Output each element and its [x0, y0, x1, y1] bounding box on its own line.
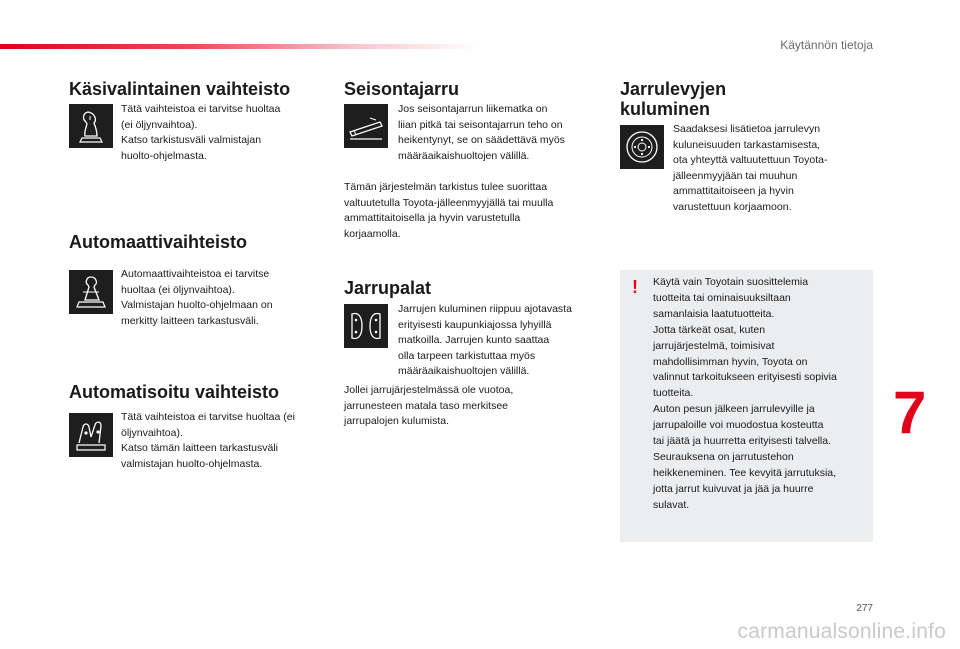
parking-brake-lever-icon — [344, 104, 388, 148]
brake-pads-icon — [344, 304, 388, 348]
header-accent-bar — [0, 44, 480, 49]
page-number: 277 — [856, 603, 873, 614]
brake-pads-title: Jarrupalat — [344, 278, 432, 298]
brake-discs-title — [620, 79, 726, 119]
brake-discs-text: Saadaksesi lisätietoa jarrulevyn kuluneisuuden tarkastamisesta, ota yhteyttä valtuutettuun Toyota- jälleenmyyjään tai muuhun ammattitaitoiseen ja hyvin varustettuun korjaamoon. — [673, 123, 828, 213]
brake-pads-text2: Jollei jarrujärjestelmässä ole vuotoa, jarrunesteen matala taso merkitsee jarrupalojen kulumista. — [344, 384, 514, 428]
brake-discs-title-line2: kuluminen — [620, 99, 711, 119]
brake-pads-text: Jarrujen kuluminen riippuu ajotavasta erityisesti kaupunkiajossa lyhyillä matkoilla. Jarrujen kunto saattaa olla tarpeen tarkistuttaa myös määräaikaishuoltojen välillä. — [398, 303, 572, 378]
section-title: Käytännön tietoja — [780, 38, 873, 52]
parking-brake-text2: Tämän järjestelmän tarkistus tulee suorittaa valtuutetulla Toyota-jälleenmyyjällä tai muulla ammattitaitoisella ja hyvin varustetulla korjaamolla. — [344, 181, 554, 240]
warning-text: Käytä vain Toyotain suosittelemia tuotteita tai ominaisuuksiltaan samanlaisia laatutuotteita. Jotta tärkeät osat, kuten jarrujärjestelmä, toimisivat mahdollisimman hyvin, Toyota on valinnut tarkoitukseen erityisesti sopivia tuotteita. Auton pesun jälkeen jarrulevyille ja jarrupaloille voi muodostua kosteutta tai jäätä ja huurretta erityisesti talvella. Seurauksena on jarrutustehon heikkeneminen. Tee kevyitä jarrutuksia, jotta jarrut kuivuvat ja jää ja huurre sulavat. — [653, 276, 837, 511]
automatic-gearbox-title: Automaattivaihteisto — [69, 232, 248, 252]
manual-gearbox-text: Tätä vaihteistoa ei tarvitse huoltaa (ei öljynvaihtoa). Katso tarkistusväli valmistajan huolto-ohjelmasta. — [121, 103, 281, 162]
watermark: carmanualsonline.info — [737, 620, 946, 643]
brake-discs-title-line1: Jarrulevyjen — [620, 79, 727, 99]
automated-gearbox-title: Automatisoitu vaihteisto — [69, 382, 280, 402]
brake-disc-icon — [620, 125, 664, 169]
parking-brake-title: Seisontajarru — [344, 79, 460, 99]
manual-gear-lever-icon — [69, 104, 113, 148]
automated-gearbox-text: Tätä vaihteistoa ei tarvitse huoltaa (ei öljynvaihtoa). Katso tämän laitteen tarkastusväli valmistajan huolto-ohjelmasta. — [121, 411, 295, 470]
manual-gearbox-title: Käsivalintainen vaihteisto — [69, 79, 291, 99]
automatic-gear-selector-icon — [69, 270, 113, 314]
automated-gearbox-icon — [69, 413, 113, 457]
parking-brake-text: Jos seisontajarrun liikematka on liian pitkä tai seisontajarrun teho on heikentynyt, se on säädettävä myös määräaikaishuoltojen välillä. — [398, 103, 565, 162]
chapter-number: 7 — [893, 379, 927, 446]
warning-icon: ! — [632, 277, 638, 297]
automatic-gearbox-text: Automaattivaihteistoa ei tarvitse huoltaa (ei öljynvaihtoa). Valmistajan huolto-ohjelmaan on merkitty laitteen tarkastusväli. — [121, 268, 273, 327]
